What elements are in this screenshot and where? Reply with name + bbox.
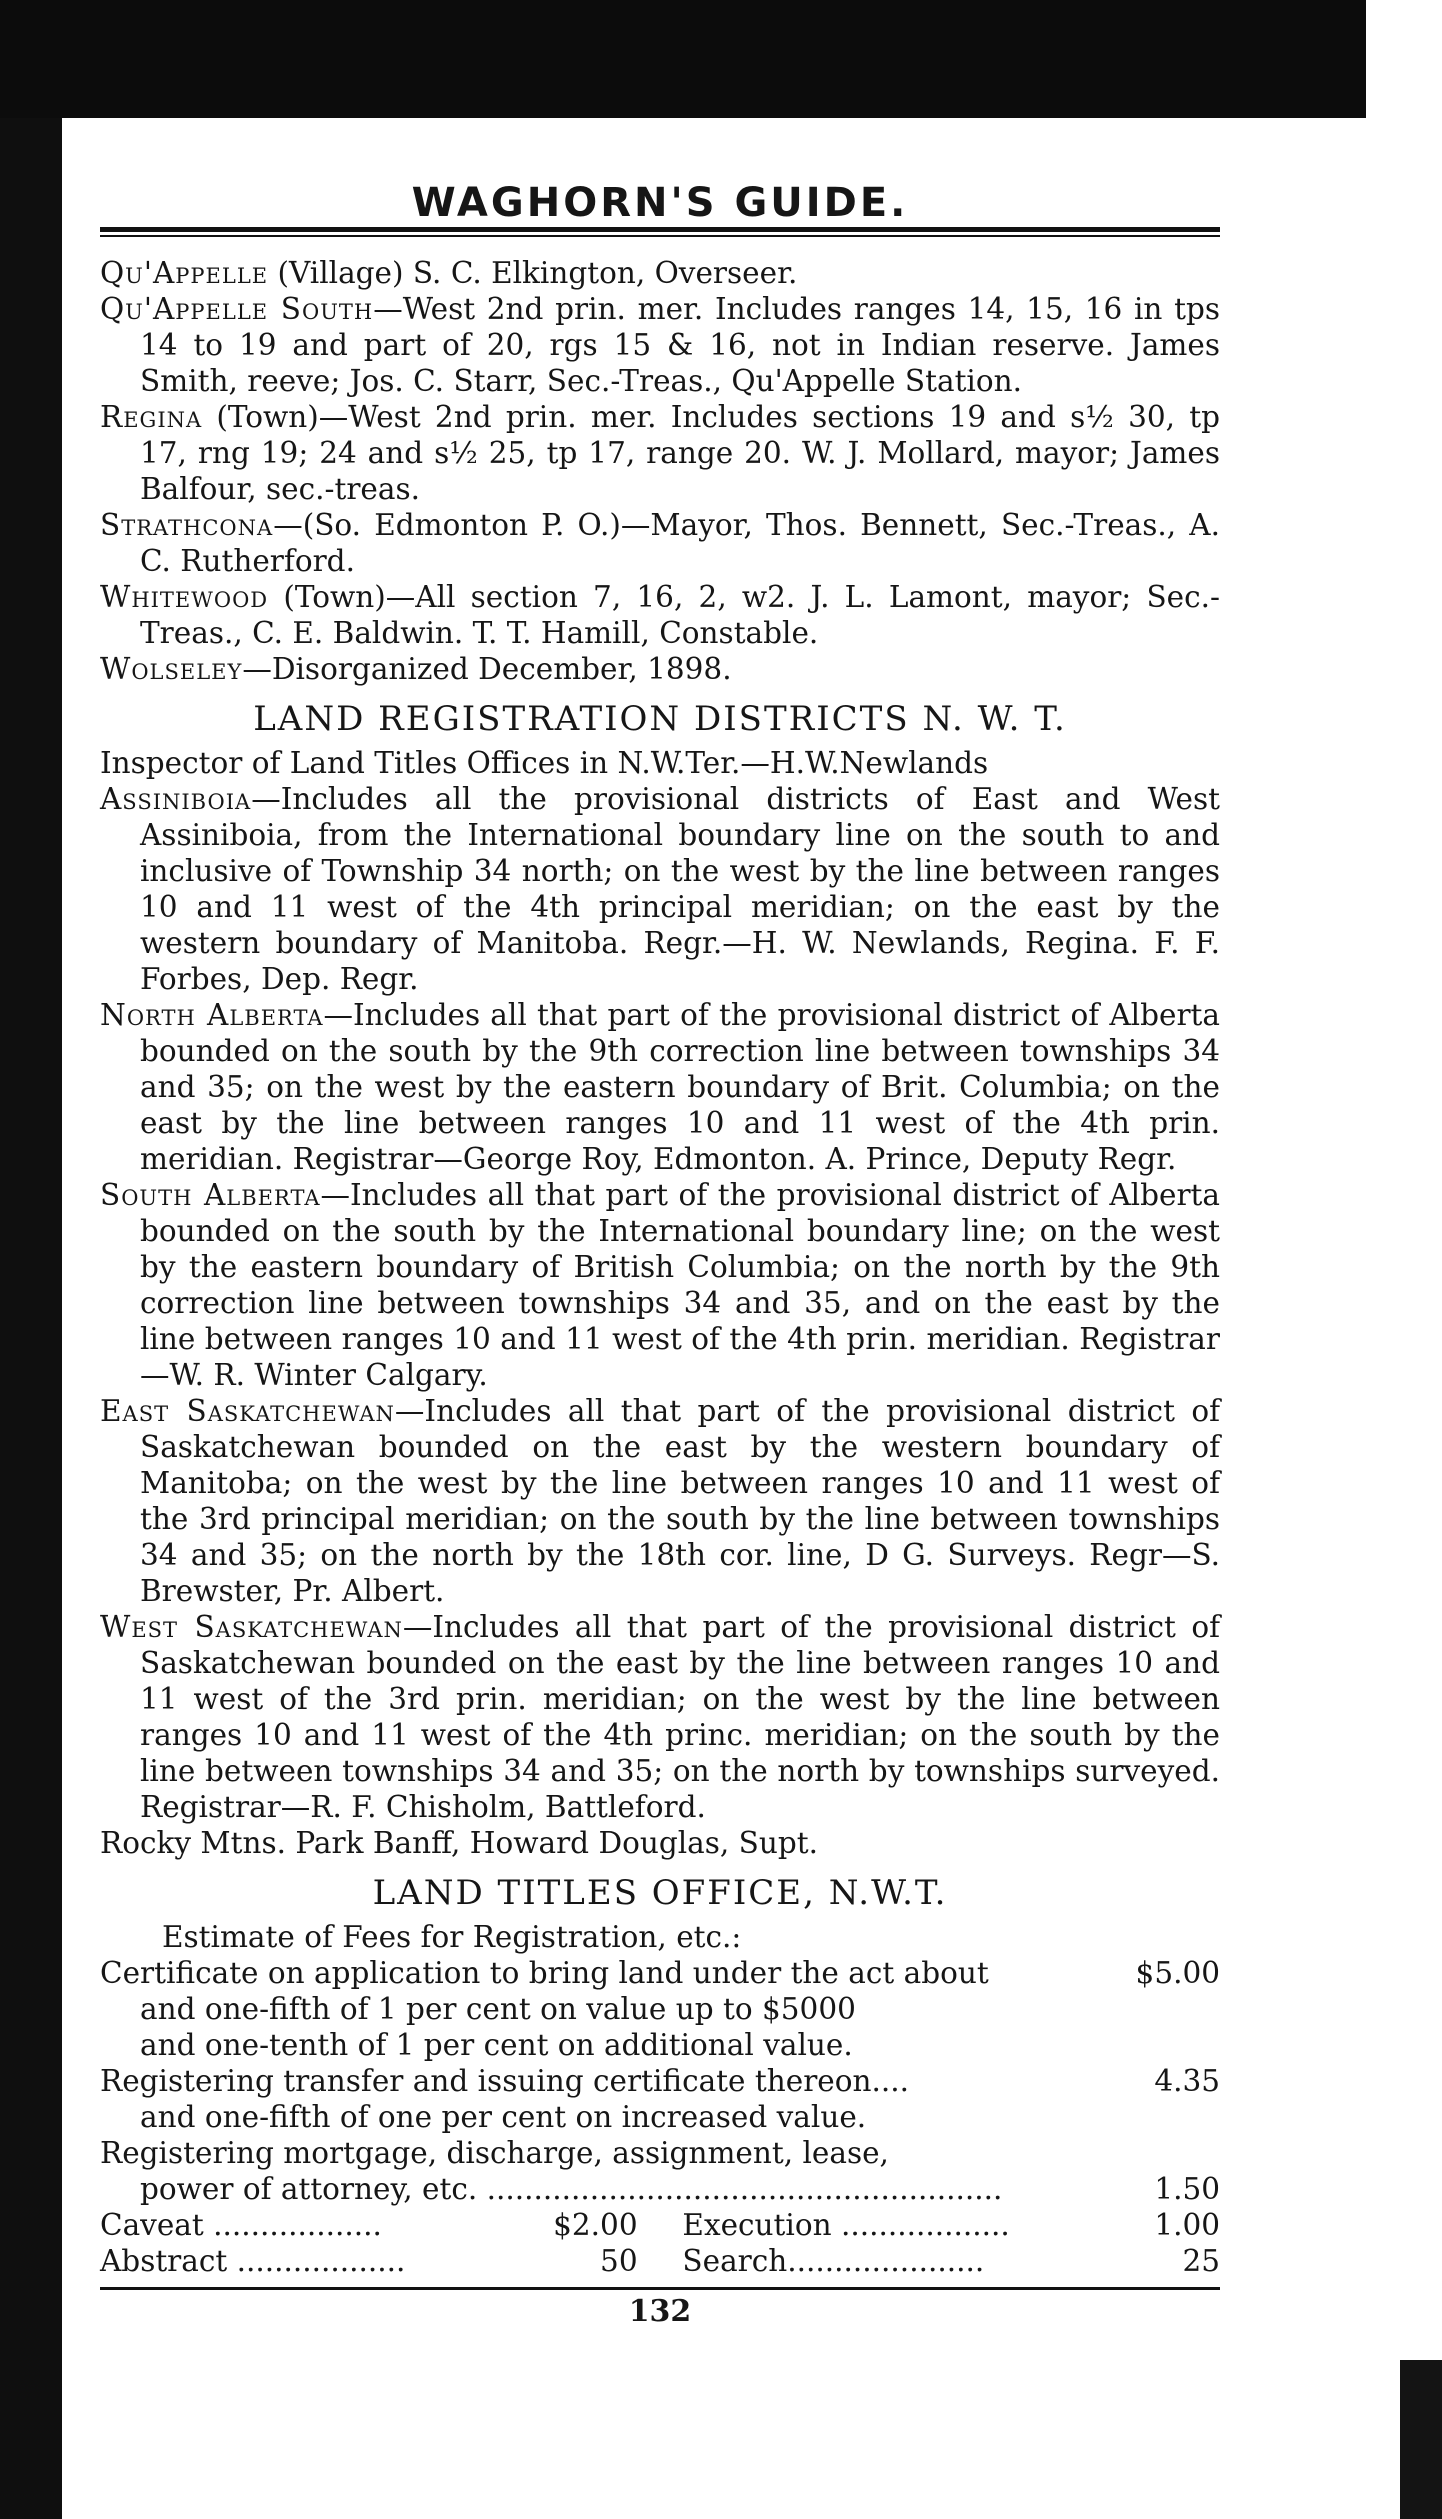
entry-west-saskatchewan: West Saskatchewan—Includes all that part of the provisional district of Saskatchewan bounded on the east by the line between ranges 10 and 11 west of the 3rd prin. meridian; on the west by the line between ranges 10 and 11 west of the 4th princ. meridian; on the south by the line between townships 34 and 35; on the north by townships surveyed. Registrar—R. F. Chisholm, Battleford. bbox=[100, 1610, 1220, 1824]
fee-label-execution: Execution .................. bbox=[682, 2208, 1010, 2242]
fee-amount-search: 25 bbox=[1182, 2244, 1220, 2278]
book-spine-shadow bbox=[0, 118, 62, 2519]
fee-row-mortgage bbox=[100, 2171, 1220, 2207]
entry-quappelle-south: Qu'Appelle South—West 2nd prin. mer. Includes ranges 14, 15, 16 in tps 14 to 19 and part of 20, rgs 15 & 16, not in Indian reserve. James Smith, reeve; Jos. C. Starr, Sec.-Treas., Qu'Appelle Station. bbox=[100, 292, 1220, 398]
fee-label-search: Search..................... bbox=[682, 2244, 985, 2278]
footer-rule bbox=[100, 2287, 1220, 2290]
fee-detail-line: and one-tenth of 1 per cent on additional value. bbox=[140, 2028, 853, 2062]
fee-row-caveat-execution bbox=[100, 2207, 1220, 2243]
page-edge-shadow bbox=[1400, 2360, 1442, 2519]
fee-label-abstract: Abstract .................. bbox=[100, 2244, 406, 2278]
entry-strathcona: Strathcona—(So. Edmonton P. O.)—Mayor, Thos. Bennett, Sec.-Treas., A. C. Rutherford. bbox=[100, 508, 1220, 578]
fee-label: Registering transfer and issuing certificate thereon.... bbox=[100, 2064, 910, 2098]
fees-subheading: Estimate of Fees for Registration, etc.: bbox=[162, 1920, 742, 1954]
fee-amount: 4.35 bbox=[1154, 2064, 1220, 2098]
fee-detail-line: and one-fifth of 1 per cent on value up to $5000 bbox=[140, 1992, 856, 2026]
fee-label-mortgage: Registering mortgage, discharge, assignment, lease, bbox=[100, 2136, 889, 2170]
section-heading-land-titles: LAND TITLES OFFICE, N.W.T. bbox=[372, 1873, 948, 1913]
entry-assiniboia: Assiniboia—Includes all the provisional districts of East and West Assiniboia, from the International boundary line on the south to and inclusive of Township 34 north; on the west by the line between ranges 10 and 11 west of the 4th principal meridian; on the east by the western boundary of Manitoba. Regr.—H. W. Newlands, Regina. F. F. Forbes, Dep. Regr. bbox=[100, 782, 1220, 996]
fee-label: power of attorney, etc. ....................................................... bbox=[140, 2172, 1003, 2206]
fee-row-certificate bbox=[100, 1955, 1220, 1991]
fee-amount: $5.00 bbox=[1135, 1956, 1220, 1990]
fee-detail-line: and one-fifth of one per cent on increased value. bbox=[140, 2100, 867, 2134]
entry-rocky-mountains-park: Rocky Mtns. Park Banff, Howard Douglas, Supt. bbox=[100, 1826, 818, 1860]
fee-amount: 1.50 bbox=[1154, 2172, 1220, 2206]
entry-wolseley: Wolseley—Disorganized December, 1898. bbox=[100, 652, 732, 686]
entry-quappelle: Qu'Appelle (Village) S. C. Elkington, Overseer. bbox=[100, 256, 798, 290]
fee-label-caveat: Caveat .................. bbox=[100, 2208, 382, 2242]
fee-row-transfer bbox=[100, 2063, 1220, 2099]
header-rule-thin bbox=[100, 235, 1220, 237]
fee-label: Certificate on application to bring land under the act about bbox=[100, 1956, 989, 1990]
entry-north-alberta: North Alberta—Includes all that part of the provisional district of Alberta bounded on the south by the 9th correction line between townships 34 and 35; on the west by the eastern boundary of Brit. Columbia; on the east by the line between ranges 10 and 11 west of the 4th prin. meridian. Registrar—George Roy, Edmonton. A. Prince, Deputy Regr. bbox=[100, 998, 1220, 1176]
dark-top-band bbox=[0, 0, 1366, 118]
header-rule-thick bbox=[100, 227, 1220, 232]
fee-amount-abstract: 50 bbox=[600, 2244, 638, 2278]
page-header-title: WAGHORN'S GUIDE. bbox=[411, 180, 909, 226]
entry-regina: Regina (Town)—West 2nd prin. mer. Includes sections 19 and s½ 30, tp 17, rng 19; 24 and s½ 25, tp 17, range 20. W. J. Mollard, mayor; James Balfour, sec.-treas. bbox=[100, 400, 1220, 506]
inspector-line: Inspector of Land Titles Offices in N.W.Ter.—H.W.Newlands bbox=[100, 746, 989, 780]
section-heading-land-registration: LAND REGISTRATION DISTRICTS N. W. T. bbox=[253, 699, 1067, 739]
page-number: 132 bbox=[628, 2294, 692, 2329]
fee-amount-execution: 1.00 bbox=[1154, 2208, 1220, 2242]
entry-whitewood: Whitewood (Town)—All section 7, 16, 2, w2. J. L. Lamont, mayor; Sec.-Treas., C. E. Baldwin. T. T. Hamill, Constable. bbox=[100, 580, 1220, 650]
fee-row-abstract-search bbox=[100, 2243, 1220, 2279]
entry-east-saskatchewan: East Saskatchewan—Includes all that part of the provisional district of Saskatchewan bounded on the east by the western boundary of Manitoba; on the west by the line between ranges 10 and 11 west of the 3rd principal meridian; on the south by the line between townships 34 and 35; on the north by the 18th cor. line, D G. Surveys. Regr—S. Brewster, Pr. Albert. bbox=[100, 1394, 1221, 1608]
document-page bbox=[100, 180, 1221, 2330]
fee-amount-caveat: $2.00 bbox=[553, 2208, 638, 2242]
entry-south-alberta: South Alberta—Includes all that part of the provisional district of Alberta bounded on the south by the International boundary line; on the west by the eastern boundary of British Columbia; on the north by the 9th correction line between townships 34 and 35, and on the east by the line between ranges 10 and 11 west of the 4th prin. meridian. Registrar—W. R. Winter Calgary. bbox=[100, 1178, 1220, 1392]
